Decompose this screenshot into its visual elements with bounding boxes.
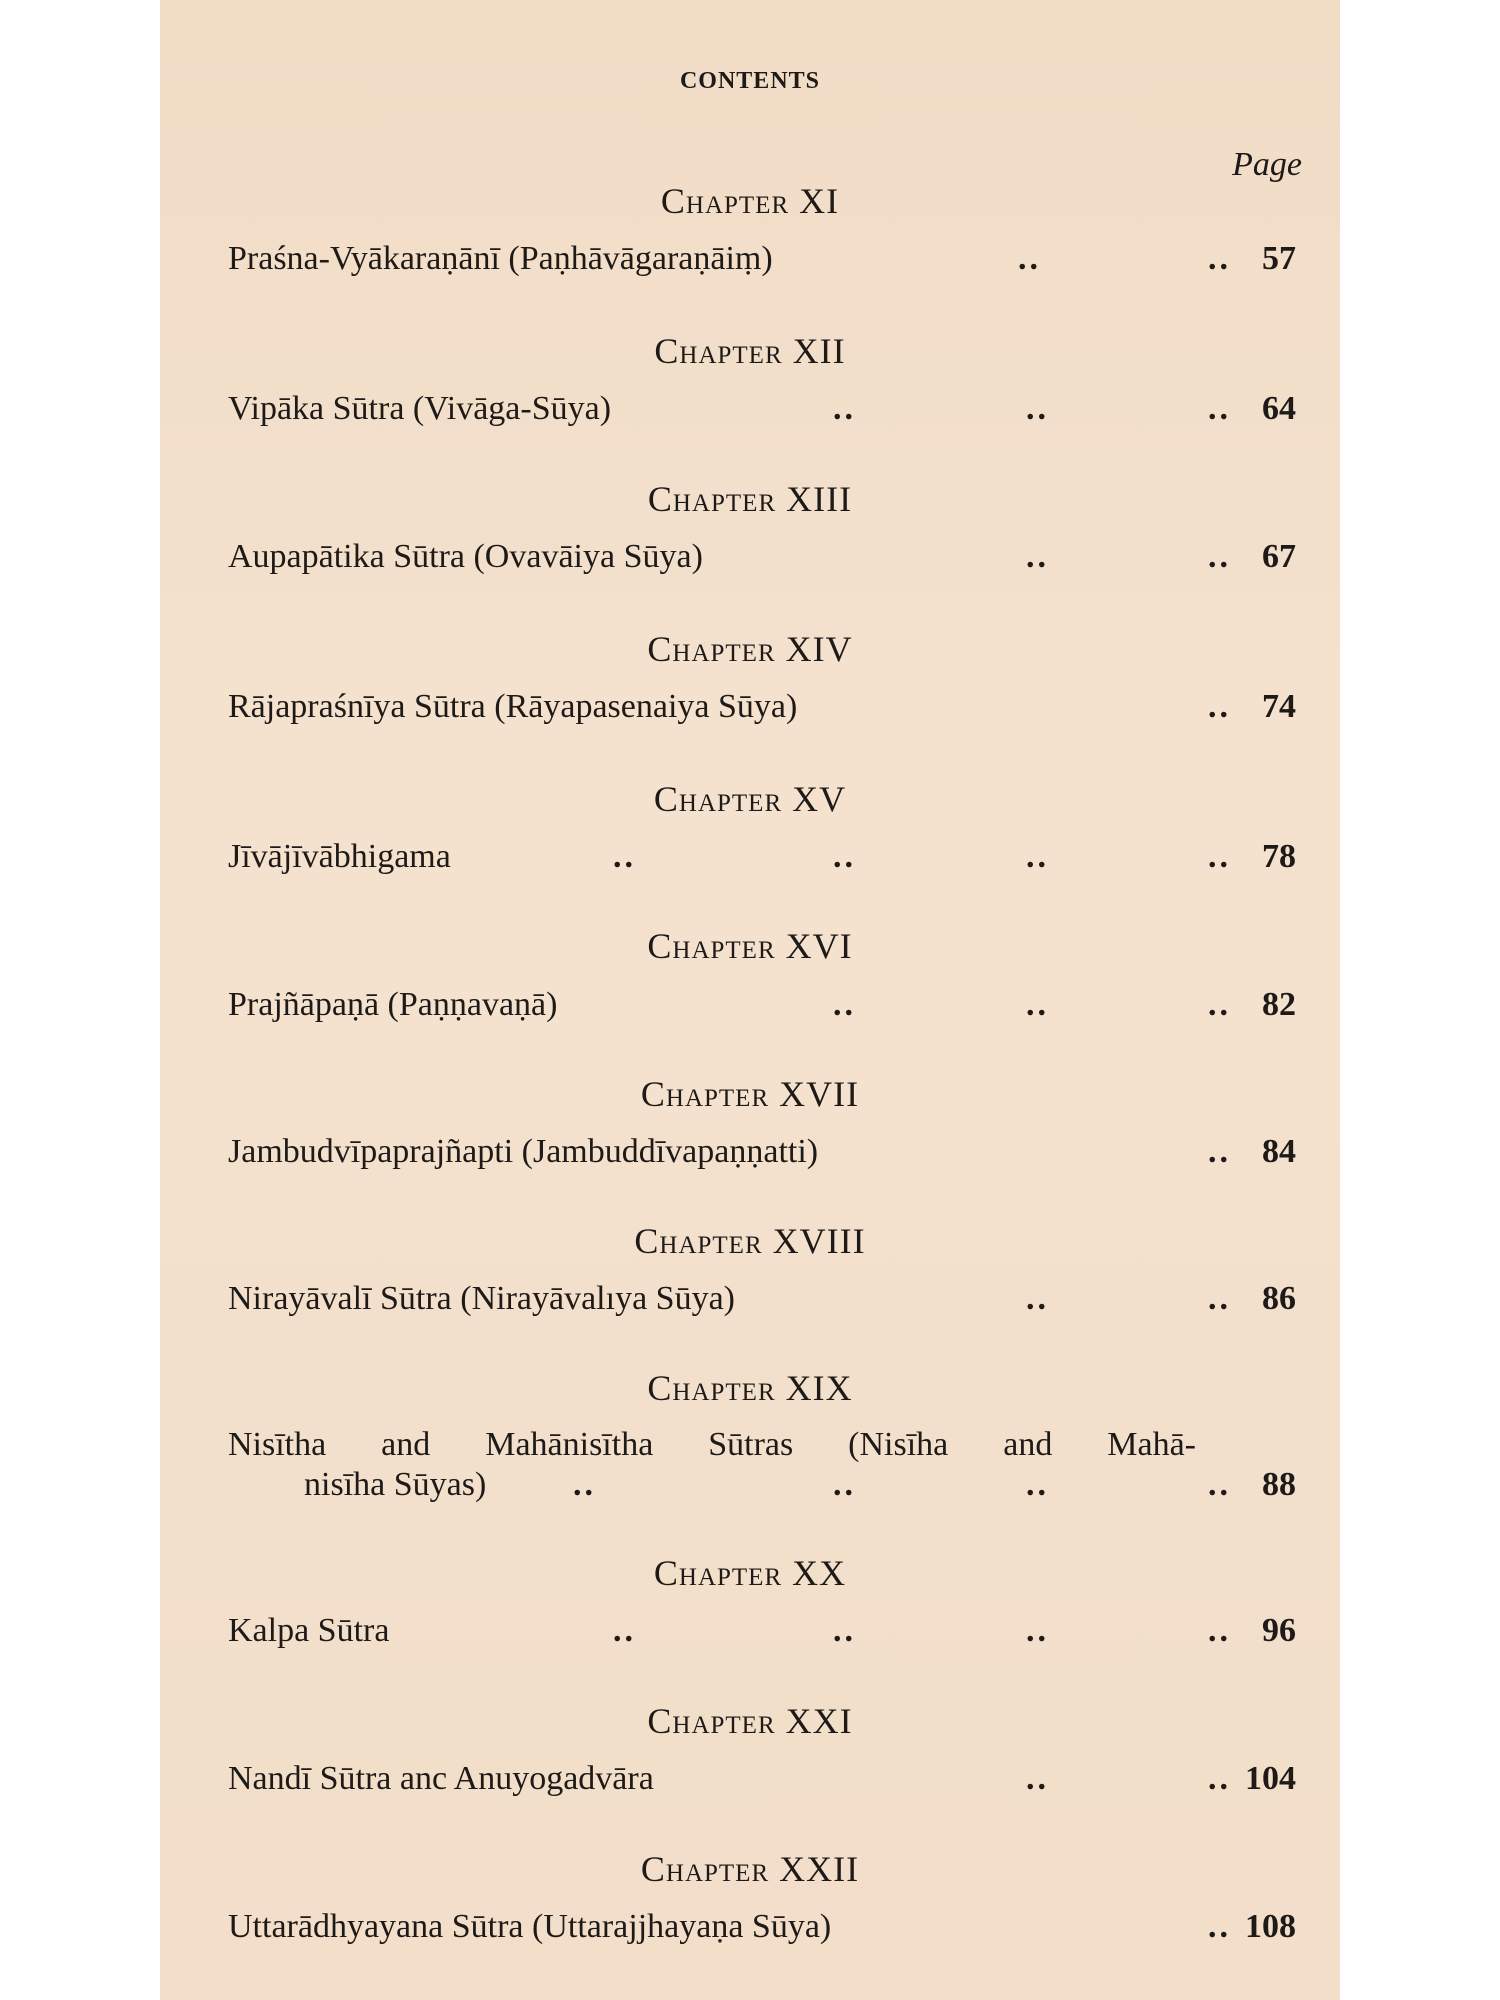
toc-entry xyxy=(228,1760,1296,1804)
toc-entry xyxy=(228,838,1296,882)
dot-leader: .. xyxy=(1208,390,1231,427)
dot-leader: .. xyxy=(1208,1280,1231,1317)
entry-title: Jīvājīvābhigama xyxy=(228,838,451,875)
dot-leader: .. xyxy=(1208,1908,1231,1945)
dot-leader: .. xyxy=(1018,240,1041,277)
entry-title: Vipāka Sūtra (Vivāga-Sūya) xyxy=(228,390,612,427)
dot-leader: .. xyxy=(833,390,856,427)
entry-title-line1: Nisītha and Mahānisītha Sūtras (Nisīha and Mahā- xyxy=(228,1426,1196,1463)
chapter-heading: Chapter XVIII xyxy=(634,1221,866,1261)
dot-leader: .. xyxy=(1208,538,1231,575)
dot-leader: .. xyxy=(1026,1760,1049,1797)
entry-page-number: 64 xyxy=(1262,390,1296,427)
chapter-heading: Chapter XX xyxy=(653,1553,847,1593)
chapter-heading: Chapter XVII xyxy=(640,1074,860,1114)
dot-leader: .. xyxy=(1026,838,1049,875)
chapter-heading: Chapter XXI xyxy=(647,1701,853,1741)
dot-leader: .. xyxy=(1208,240,1231,277)
entry-title: Rājapraśnīya Sūtra (Rāyapasenaiya Sūya) xyxy=(228,688,798,725)
dot-leader: .. xyxy=(833,1466,856,1503)
entry-title: Aupapātika Sūtra (Ovavāiya Sūya) xyxy=(228,538,703,575)
entry-title: Nandī Sūtra anc Anuyogadvāra xyxy=(228,1760,654,1797)
dot-leader: .. xyxy=(1026,1280,1049,1317)
entry-page-number: 74 xyxy=(1262,688,1296,725)
entry-title: Praśna-Vyākaraṇānī (Paṇhāvāgaraṇāiṃ) xyxy=(228,240,773,277)
dot-leader: .. xyxy=(833,986,856,1023)
dot-leader: .. xyxy=(1026,986,1049,1023)
dot-leader: .. xyxy=(1208,688,1231,725)
book-page xyxy=(160,0,1340,2000)
entry-page-number: 108 xyxy=(1245,1908,1296,1945)
dot-leader: .. xyxy=(1208,1612,1231,1649)
entry-page-number: 57 xyxy=(1262,240,1296,277)
entry-title: Kalpa Sūtra xyxy=(228,1612,390,1649)
dot-leader: .. xyxy=(833,838,856,875)
dot-leader: .. xyxy=(613,1612,636,1649)
entry-page-number: 84 xyxy=(1262,1133,1296,1170)
dot-leader: .. xyxy=(1208,1466,1231,1503)
chapter-heading: Chapter XV xyxy=(653,779,847,819)
entry-page-number: 96 xyxy=(1262,1612,1296,1649)
toc-entry xyxy=(228,986,1296,1030)
entry-page-number: 86 xyxy=(1262,1280,1296,1317)
running-head: CONTENTS xyxy=(679,68,821,94)
entry-title: Jambudvīpaprajñapti (Jambuddīvapaṇṇatti) xyxy=(228,1133,819,1170)
dot-leader: .. xyxy=(833,1612,856,1649)
entry-page-number: 67 xyxy=(1262,538,1296,575)
entry-title-line2: nisīha Sūyas) xyxy=(304,1466,487,1503)
toc-entry xyxy=(228,1133,1296,1177)
page-column-label: Page xyxy=(1232,146,1302,183)
toc-entry xyxy=(228,1908,1296,1952)
chapter-heading: Chapter XIII xyxy=(647,479,853,519)
chapter-heading: Chapter XXII xyxy=(640,1849,860,1889)
toc-entry xyxy=(228,1426,1296,1510)
chapter-heading: Chapter XIV xyxy=(647,629,853,669)
dot-leader: .. xyxy=(1026,1466,1049,1503)
dot-leader: .. xyxy=(573,1466,596,1503)
entry-page-number: 82 xyxy=(1262,986,1296,1023)
dot-leader: .. xyxy=(1208,1133,1231,1170)
chapter-heading: Chapter XII xyxy=(654,331,846,371)
dot-leader: .. xyxy=(1208,838,1231,875)
dot-leader: .. xyxy=(1026,390,1049,427)
entry-page-number: 104 xyxy=(1245,1760,1296,1797)
entry-title: Prajñāpaṇā (Paṇṇavaṇā) xyxy=(228,986,558,1023)
dot-leader: .. xyxy=(613,838,636,875)
chapter-heading: Chapter XVI xyxy=(647,926,853,966)
toc-entry xyxy=(228,1612,1296,1656)
entry-title: Uttarādhyayana Sūtra (Uttarajjhayaṇa Sūya) xyxy=(228,1908,832,1945)
toc-entry xyxy=(228,538,1296,582)
dot-leader: .. xyxy=(1208,986,1231,1023)
toc-entry xyxy=(228,390,1296,434)
chapter-heading: Chapter XIX xyxy=(647,1368,853,1408)
toc-entry xyxy=(228,240,1296,284)
chapter-heading: Chapter XI xyxy=(660,181,840,221)
dot-leader: .. xyxy=(1026,538,1049,575)
dot-leader: .. xyxy=(1208,1760,1231,1797)
entry-page-number: 78 xyxy=(1262,838,1296,875)
entry-title: Nirayāvalī Sūtra (Nirayāvalıya Sūya) xyxy=(228,1280,735,1317)
toc-entry xyxy=(228,1280,1296,1324)
entry-page-number: 88 xyxy=(1262,1466,1296,1503)
dot-leader: .. xyxy=(1026,1612,1049,1649)
toc-entry xyxy=(228,688,1296,732)
